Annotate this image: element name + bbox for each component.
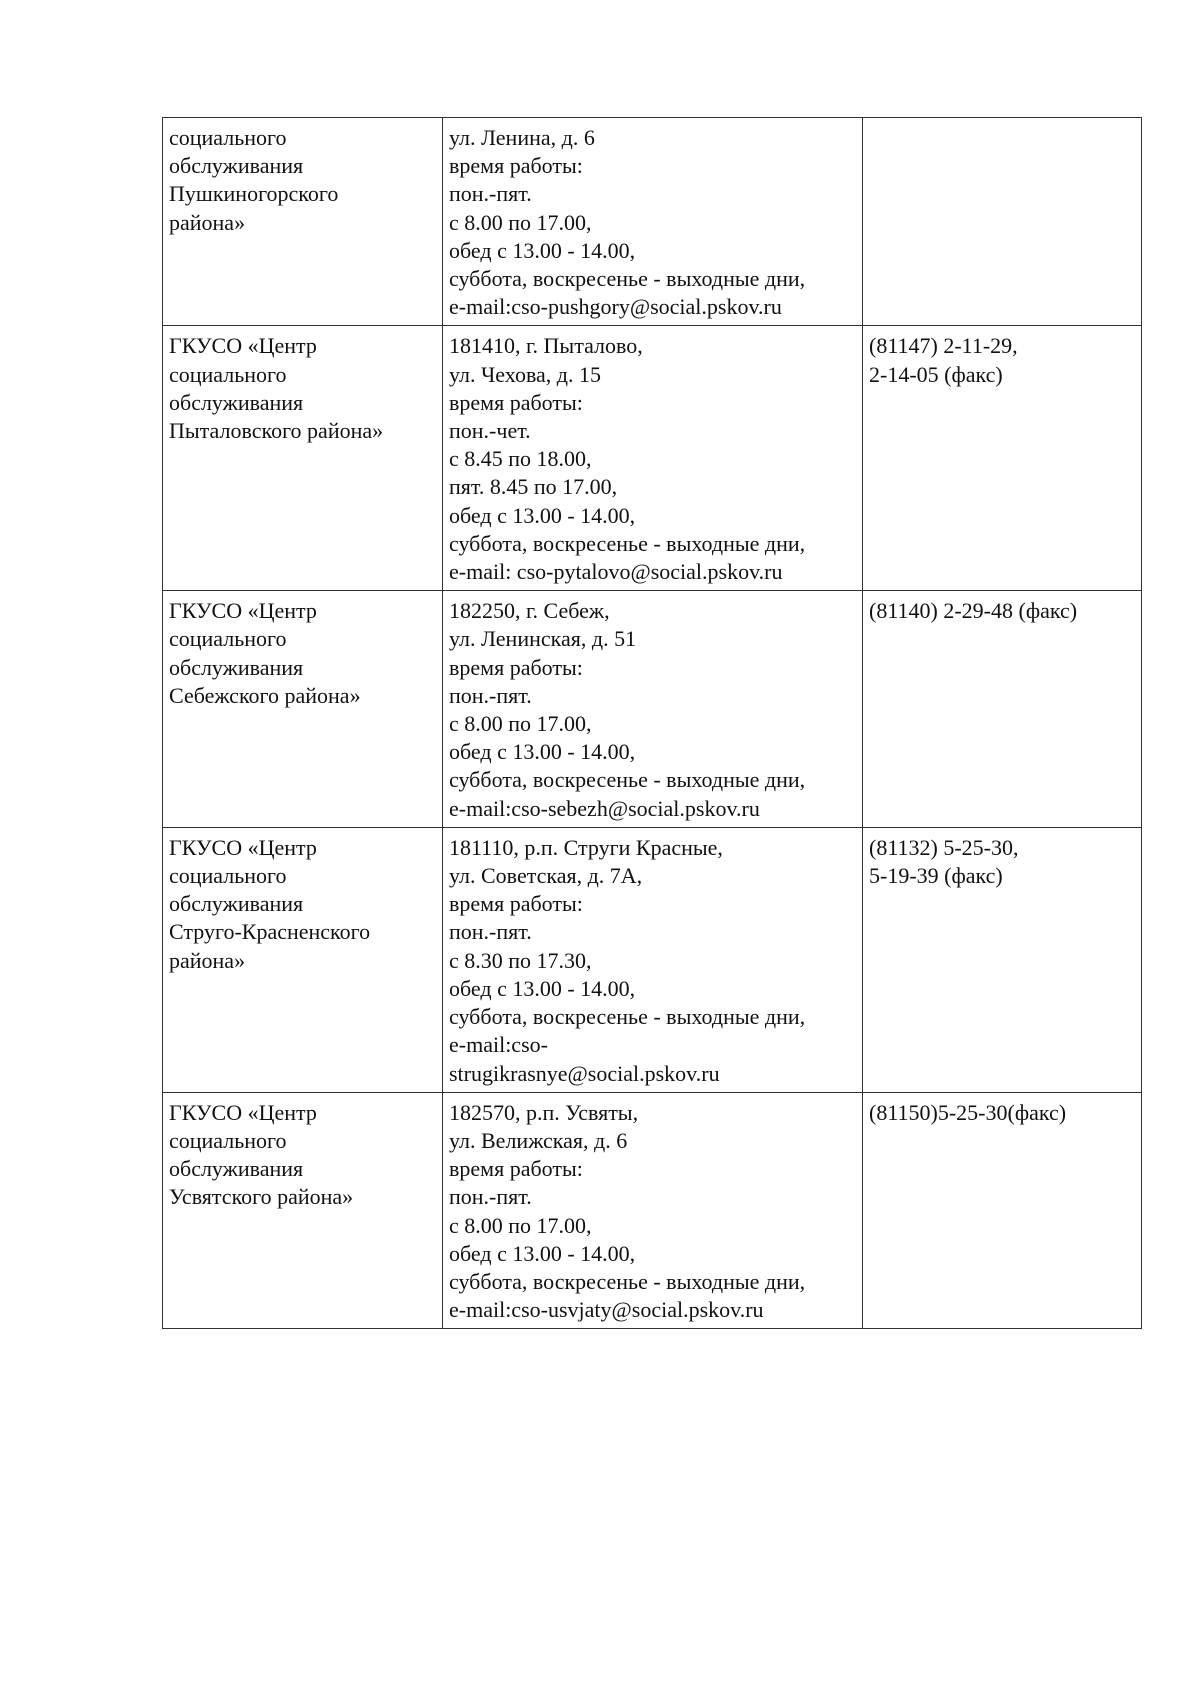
address-line: обед с 13.00 - 14.00, xyxy=(449,237,636,263)
address-line: пон.-пят. xyxy=(449,682,532,708)
phone-line: (81147) 2-11-29, xyxy=(869,333,1018,359)
institution-name-line: Пушкиногорского xyxy=(169,181,339,207)
institution-name-cell xyxy=(163,827,443,1092)
address-line: пон.-пят. xyxy=(449,181,532,207)
address-line: время работы: xyxy=(449,153,583,179)
address-cell xyxy=(443,591,863,828)
institution-name-line: социального xyxy=(169,361,287,387)
institution-name-line: района» xyxy=(169,209,246,235)
address-line: с 8.00 по 17.00, xyxy=(449,711,592,737)
institution-name-line: Себежского района» xyxy=(169,682,361,708)
phone-line: (81140) 2-29-48 (факс) xyxy=(869,598,1078,624)
phone-cell xyxy=(863,1092,1142,1329)
address-line: ул. Ленинская, д. 51 xyxy=(449,626,637,652)
institution-name-line: обслуживания xyxy=(169,1156,304,1182)
institution-name-line: Струго-Красненского xyxy=(169,919,371,945)
institution-name-line: социального xyxy=(169,863,287,889)
institution-name-line: социального xyxy=(169,626,287,652)
institution-name-line: обслуживания xyxy=(169,891,304,917)
phone-line: (81132) 5-25-30, xyxy=(869,834,1019,860)
address-cell xyxy=(443,118,863,326)
institution-name-line: ГКУСО «Центр xyxy=(169,333,317,359)
institution-name-line: района» xyxy=(169,947,246,973)
institution-name-cell xyxy=(163,118,443,326)
address-line: 181110, р.п. Струги Красные, xyxy=(449,834,723,860)
address-line: обед с 13.00 - 14.00, xyxy=(449,739,636,765)
address-line: strugikrasnye@social.pskov.ru xyxy=(449,1060,720,1086)
address-line: e-mail:cso-pushgory@social.pskov.ru xyxy=(449,294,782,320)
institution-name-line: ГКУСО «Центр xyxy=(169,598,317,624)
table-row xyxy=(163,326,1142,591)
address-line: с 8.00 по 17.00, xyxy=(449,209,592,235)
address-line: e-mail:cso- xyxy=(449,1032,548,1058)
address-line: пон.-чет. xyxy=(449,418,531,444)
institution-name-line: социального xyxy=(169,1127,287,1153)
address-line: обед с 13.00 - 14.00, xyxy=(449,1240,636,1266)
institution-name-line: Усвятского района» xyxy=(169,1184,354,1210)
address-cell xyxy=(443,326,863,591)
table-row xyxy=(163,118,1142,326)
table-row xyxy=(163,827,1142,1092)
address-line: 181410, г. Пыталово, xyxy=(449,333,643,359)
institutions-table xyxy=(162,117,1142,1329)
address-line: ул. Советская, д. 7А, xyxy=(449,863,643,889)
institution-name-cell xyxy=(163,326,443,591)
address-line: суббота, воскресенье - выходные дни, xyxy=(449,1004,806,1030)
address-line: 182570, р.п. Усвяты, xyxy=(449,1099,639,1125)
phone-line: 2-14-05 (факс) xyxy=(869,361,1003,387)
institution-name-line: обслуживания xyxy=(169,153,304,179)
address-line: обед с 13.00 - 14.00, xyxy=(449,502,636,528)
address-line: время работы: xyxy=(449,1156,583,1182)
institution-name-line: обслуживания xyxy=(169,389,304,415)
address-line: суббота, воскресенье - выходные дни, xyxy=(449,530,806,556)
phone-cell xyxy=(863,827,1142,1092)
phone-cell xyxy=(863,326,1142,591)
phone-line: (81150)5-25-30(факс) xyxy=(869,1099,1067,1125)
institution-name-line: ГКУСО «Центр xyxy=(169,834,317,860)
table-row xyxy=(163,1092,1142,1329)
address-line: пон.-пят. xyxy=(449,1184,532,1210)
address-line: ул. Ленина, д. 6 xyxy=(449,125,595,150)
address-line: ул. Велижская, д. 6 xyxy=(449,1127,628,1153)
institution-name-line: социального xyxy=(169,125,287,150)
address-line: ул. Чехова, д. 15 xyxy=(449,361,602,387)
address-line: время работы: xyxy=(449,389,583,415)
institution-name-cell xyxy=(163,1092,443,1329)
table-row xyxy=(163,591,1142,828)
address-line: с 8.00 по 17.00, xyxy=(449,1212,592,1238)
address-line: с 8.45 по 18.00, xyxy=(449,446,592,472)
institution-name-line: обслуживания xyxy=(169,654,304,680)
address-line: с 8.30 по 17.30, xyxy=(449,947,592,973)
address-line: пон.-пят. xyxy=(449,919,532,945)
address-line: суббота, воскресенье - выходные дни, xyxy=(449,266,806,292)
phone-cell xyxy=(863,591,1142,828)
phone-cell xyxy=(863,118,1142,326)
institution-name-line: Пыталовского района» xyxy=(169,418,384,444)
address-line: обед с 13.00 - 14.00, xyxy=(449,975,636,1001)
address-line: e-mail:cso-sebezh@social.pskov.ru xyxy=(449,795,760,821)
address-line: 182250, г. Себеж, xyxy=(449,598,610,624)
address-line: время работы: xyxy=(449,891,583,917)
institution-name-cell xyxy=(163,591,443,828)
address-line: пят. 8.45 по 17.00, xyxy=(449,474,618,500)
phone-line: 5-19-39 (факс) xyxy=(869,863,1003,889)
address-line: e-mail:cso-usvjaty@social.pskov.ru xyxy=(449,1297,764,1323)
address-line: суббота, воскресенье - выходные дни, xyxy=(449,767,806,793)
address-line: время работы: xyxy=(449,654,583,680)
address-line: суббота, воскресенье - выходные дни, xyxy=(449,1268,806,1294)
table-body xyxy=(163,118,1142,1329)
address-cell xyxy=(443,827,863,1092)
institution-name-line: ГКУСО «Центр xyxy=(169,1099,317,1125)
address-cell xyxy=(443,1092,863,1329)
address-line: e-mail: cso-pytalovo@social.pskov.ru xyxy=(449,559,783,585)
